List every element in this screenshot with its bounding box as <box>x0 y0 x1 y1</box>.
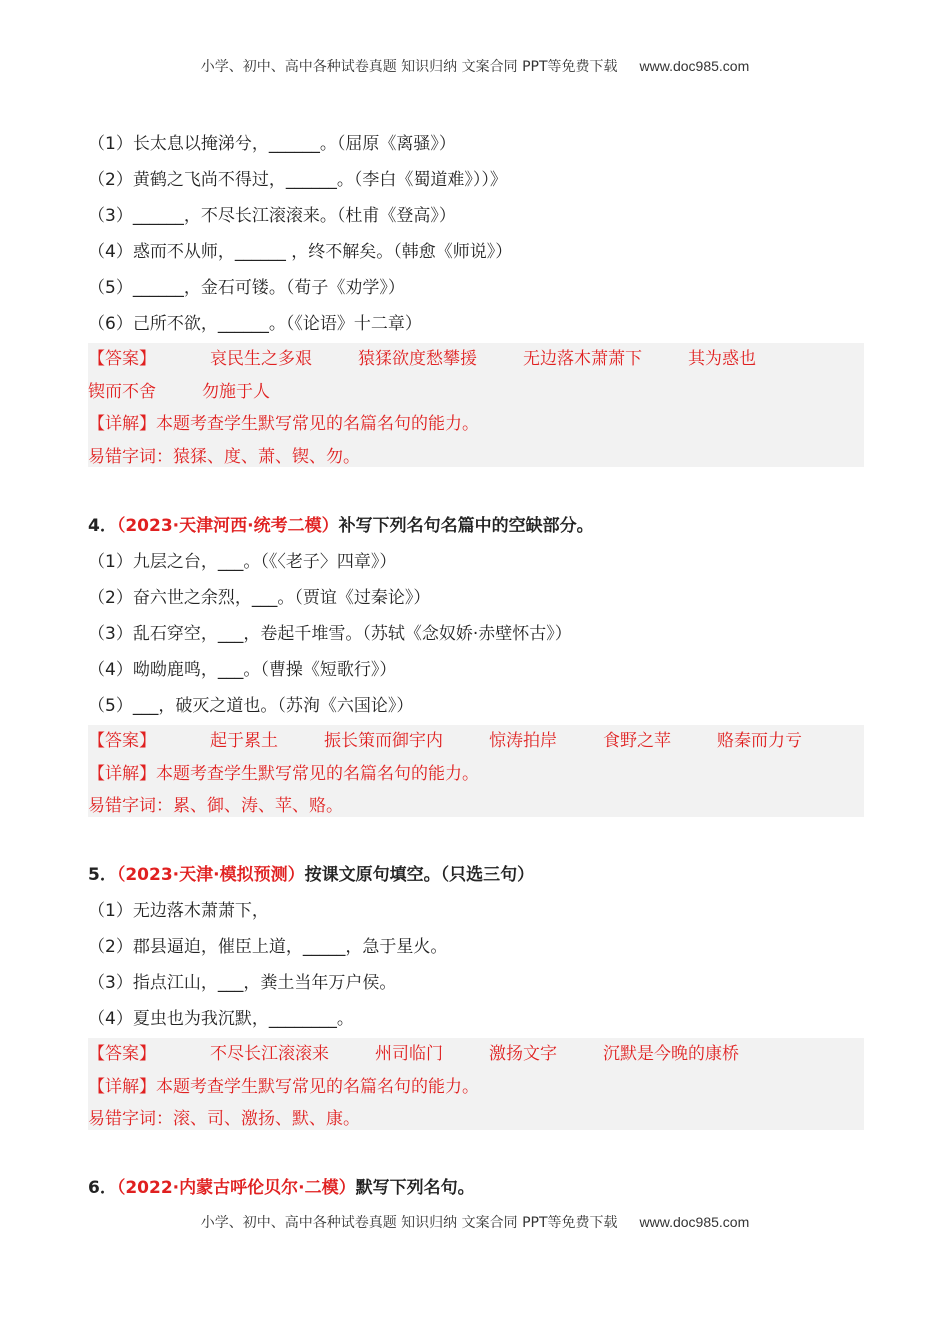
page-footer <box>0 1212 950 1232</box>
answer-item: 沉默是今晚的康桥 <box>603 1044 739 1064</box>
question-number: 5． <box>88 865 117 885</box>
question-6 <box>88 1170 864 1206</box>
answer-item: 惊涛拍岸 <box>489 731 557 751</box>
question-source: （2022·内蒙古呼伦贝尔·二模） <box>116 1178 356 1198</box>
answer-box-5 <box>88 1038 864 1130</box>
question-line: （5）______，金石可镂。（荀子《劝学》） <box>88 278 405 298</box>
question-number: 4． <box>88 516 117 536</box>
question-source: （2023·天津河西·统考二模） <box>116 516 339 536</box>
question-5 <box>88 857 864 1037</box>
question-line: （4）夏虫也为我沉默，________。 <box>88 1009 354 1029</box>
answer-item: 哀民生之多艰 <box>210 349 312 369</box>
answer-item: 食野之苹 <box>603 731 671 751</box>
question-prompt: 补写下列名句名篇中的空缺部分。 <box>338 516 594 536</box>
answer-item: 赂秦而力亏 <box>717 731 802 751</box>
question-line: （6）己所不欲，______。（《论语》十二章） <box>88 314 422 334</box>
question-line: （2）郡县逼迫，催臣上道，_____，急于星火。 <box>88 937 448 957</box>
answer-item: 不尽长江滚滚来 <box>210 1044 329 1064</box>
question-number: 6． <box>88 1178 117 1198</box>
question-4 <box>88 508 864 724</box>
answer-item: 其为惑也 <box>688 349 756 369</box>
footer-site-link[interactable]: www.doc985.com <box>639 1214 750 1230</box>
question-line: （1）无边落木萧萧下， <box>88 901 269 921</box>
question-line: （3）指点江山，___，粪土当年万户侯。 <box>88 973 397 993</box>
footer-text: 小学、初中、高中各种试卷真题 知识归纳 文案合同 PPT等免费下载 <box>200 1215 618 1231</box>
answer-row <box>88 1038 864 1071</box>
answer-item: 州司临门 <box>375 1044 443 1064</box>
question-line: （4）呦呦鹿鸣，___。（曹操《短歌行》） <box>88 660 397 680</box>
question-line: （2）奋六世之余烈，___。（贾谊《过秦论》） <box>88 588 431 608</box>
question-3-continued <box>88 126 864 342</box>
question-source: （2023·天津·模拟预测） <box>116 865 305 885</box>
question-line: （5）___，破灭之道也。（苏洵《六国论》） <box>88 696 414 716</box>
answer-label: 【答案】 <box>88 1044 156 1064</box>
question-title <box>88 508 864 544</box>
question-line: （3）乱石穿空，___，卷起千堆雪。（苏轼《念奴娇·赤壁怀古》） <box>88 624 572 644</box>
question-line: （2）黄鹤之飞尚不得过，______。（李白《蜀道难》））》 <box>88 170 507 190</box>
typo-words: 易错字词：猿猱、度、萧、锲、勿。 <box>88 446 360 467</box>
answer-row <box>88 725 864 758</box>
answer-item: 振长策而御宇内 <box>324 731 443 751</box>
detail-text: 【详解】本题考查学生默写常见的名篇名句的能力。 <box>88 763 479 784</box>
question-title <box>88 1170 864 1206</box>
detail-text: 【详解】本题考查学生默写常见的名篇名句的能力。 <box>88 414 479 434</box>
answer-item: 激扬文字 <box>489 1044 557 1064</box>
answer-item: 勿施于人 <box>202 381 270 402</box>
question-prompt: 默写下列名句。 <box>355 1178 475 1198</box>
question-line: （4）惑而不从师，______ ，终不解矣。（韩愈《师说》） <box>88 242 513 262</box>
answer-label: 【答案】 <box>88 731 156 751</box>
answer-item: 起于累土 <box>210 731 278 751</box>
detail-text: 【详解】本题考查学生默写常见的名篇名句的能力。 <box>88 1076 479 1097</box>
question-prompt: 按课文原句填空。（只选三句） <box>304 865 535 885</box>
header-site-link[interactable]: www.doc985.com <box>639 58 750 74</box>
answer-box-4 <box>88 725 864 817</box>
answer-row <box>88 376 864 409</box>
answer-row <box>88 343 864 376</box>
question-line: （1）长太息以掩涕兮，______。（屈原《离骚》） <box>88 134 456 154</box>
answer-item: 无边落木萧萧下 <box>523 349 642 369</box>
page-header <box>0 56 950 76</box>
typo-words: 易错字词：累、御、涛、苹、赂。 <box>88 796 343 816</box>
header-text: 小学、初中、高中各种试卷真题 知识归纳 文案合同 PPT等免费下载 <box>200 59 618 75</box>
typo-words: 易错字词：滚、司、激扬、默、康。 <box>88 1109 360 1129</box>
answer-item: 猿猱欲度愁攀援 <box>358 349 477 369</box>
question-line: （1）九层之台，___。（《〈老子〉四章》） <box>88 552 397 572</box>
question-title <box>88 857 864 893</box>
answer-item: 锲而不舍 <box>88 381 156 402</box>
question-line: （3）______，不尽长江滚滚来。（杜甫《登高》） <box>88 206 456 226</box>
answer-label: 【答案】 <box>88 349 156 369</box>
answer-box-3 <box>88 343 864 467</box>
